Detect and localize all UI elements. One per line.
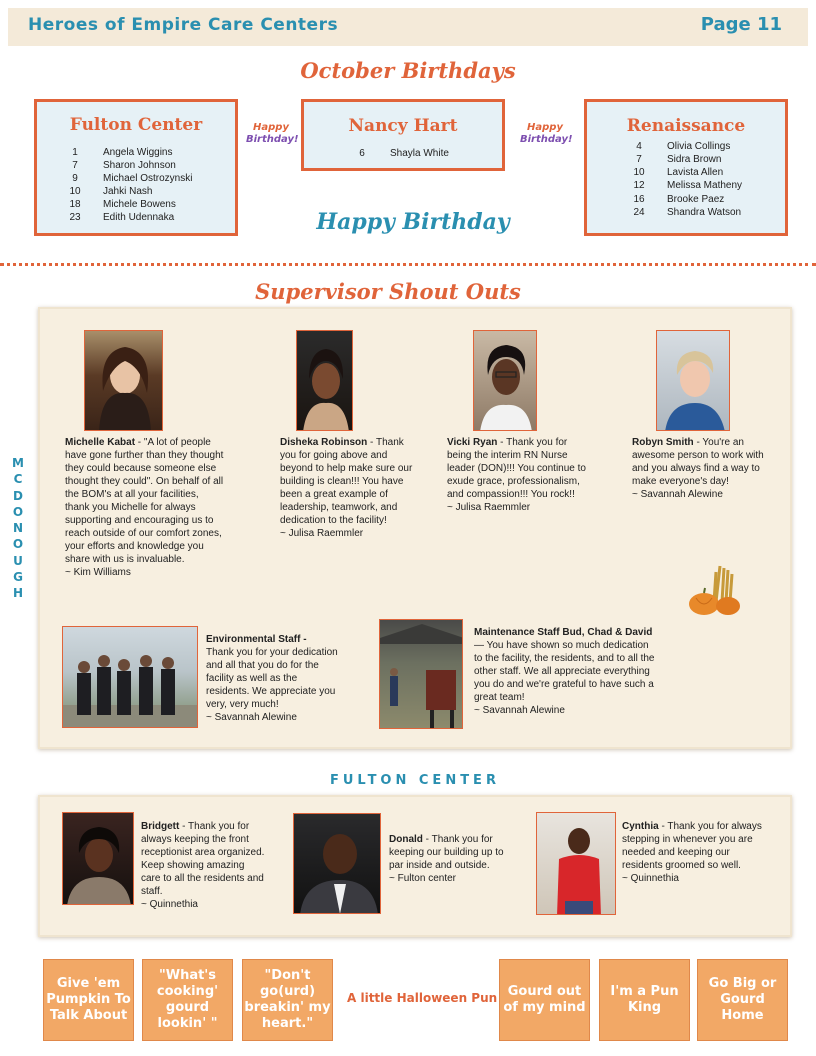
photo-maintenance-staff <box>379 619 463 729</box>
birthday-entry: 12 Melissa Matheny <box>633 180 743 191</box>
page-header <box>8 8 808 46</box>
newsletter-title: Heroes of Empire Care Centers <box>28 15 339 35</box>
pun-box: Go Big or Gourd Home <box>697 959 788 1041</box>
birthday-entry: 23 Edith Udennaka <box>69 212 175 223</box>
birthday-entry: 7 Sidra Brown <box>636 154 722 165</box>
shoutout-environmental-staff: Environmental Staff - Thank you for your dedication and all that you do for the facility as well as the residents. We appreciate you very, very much! ~ Savannah Alewine <box>206 634 338 723</box>
mcdonough-vertical-label: MCDONOUGH <box>12 456 24 601</box>
birthday-entry: 16 Brooke Paez <box>633 194 725 205</box>
pumpkin-icon <box>686 562 742 616</box>
photo-bridgett <box>62 812 134 905</box>
shoutout-robyn-smith: Robyn Smith - You're an awesome person to work with and you always find a way to make everyone's day! ~ Savannah Alewine <box>632 437 764 500</box>
shoutouts-title: Supervisor Shout Outs <box>255 279 521 304</box>
section-divider <box>0 263 816 266</box>
halloween-pun-label: A little Halloween Pun <box>347 991 498 1005</box>
pun-box: Give 'em Pumpkin To Talk About <box>43 959 134 1041</box>
pun-box: "What's cooking' gourd lookin' " <box>142 959 233 1041</box>
center-name: Fulton Center <box>69 115 203 135</box>
pun-box: I'm a Pun King <box>599 959 690 1041</box>
shoutout-michelle-kabat: Michelle Kabat - "A lot of people have gone further than they thought they could because someone else thought they could". On behalf of all the BOM's at all your facilities, thank you Michelle for always supporting and encouraging us to reach outside of our comfort zones, your efforts and knowledge you share with us is invaluable. ~ Kim Williams <box>65 437 224 578</box>
center-name: Nancy Hart <box>348 116 458 136</box>
fulton-center-heading: FULTON CENTER <box>330 773 500 788</box>
birthday-entry: 10 Lavista Allen <box>633 167 724 178</box>
birthday-entry: 6 Shayla White <box>359 148 449 159</box>
center-name: Renaissance <box>626 116 746 136</box>
shoutout-maintenance-staff: Maintenance Staff Bud, Chad & David — You have shown so much dedication to the facility, the residents, and to all the other staff. We all appreciate everything you do and we're grateful to have such a great team! ~ Savannah Alewine <box>474 627 655 716</box>
happy-birthday-badge-icon: Happy Birthday! <box>520 122 573 145</box>
shoutout-disheka-robinson: Disheka Robinson - Thank you for going above and beyond to help make sure our building is clean!!! You have been a great example of leadership, teamwork, and dedication to the facility! ~ Julisa Raemmler <box>280 437 413 539</box>
shoutout-bridgett: Bridgett - Thank you for always keeping the front receptionist area organized. Keep showing amazing care to all the residents and staff. ~ Quinnethia <box>141 821 265 910</box>
birthday-entry: 1 Angela Wiggins <box>72 147 173 158</box>
pun-box: "Don't go(urd) breakin' my heart." <box>242 959 333 1041</box>
photo-robyn-smith <box>656 330 730 431</box>
photo-environmental-staff <box>62 626 198 728</box>
birthday-entry: 18 Michele Bowens <box>69 199 176 210</box>
pun-box: Gourd out of my mind <box>499 959 590 1041</box>
birthday-entry: 9 Michael Ostrozynski <box>72 173 193 184</box>
birthday-entry: 7 Sharon Johnson <box>72 160 176 171</box>
birthday-entry: 10 Jahki Nash <box>69 186 153 197</box>
photo-michelle-kabat <box>84 330 163 431</box>
shoutout-donald: Donald - Thank you for keeping our building up to par inside and outside. ~ Fulton center <box>389 834 504 884</box>
birthday-entry: 4 Olivia Collings <box>636 141 731 152</box>
happy-birthday-heading: Happy Birthday <box>316 209 510 235</box>
happy-birthday-badge-icon: Happy Birthday! <box>246 122 299 145</box>
birthday-entry: 24 Shandra Watson <box>633 207 742 218</box>
birthday-box-nancy-hart <box>301 99 505 171</box>
shoutout-cynthia: Cynthia - Thank you for always stepping in whenever you are needed and keeping our residents groomed so well. ~ Quinnethia <box>622 821 762 884</box>
photo-donald <box>293 813 381 914</box>
photo-cynthia <box>536 812 616 915</box>
photo-disheka-robinson <box>296 330 353 431</box>
birthdays-title: October Birthdays <box>300 58 516 83</box>
photo-vicki-ryan <box>473 330 537 431</box>
page-number: Page 11 <box>700 14 782 35</box>
shoutout-vicki-ryan: Vicki Ryan - Thank you for being the interim RN Nurse leader (DON)!!! You continue to exude grace, professionalism, and compassion!!! You rock!! ~ Julisa Raemmler <box>447 437 586 513</box>
